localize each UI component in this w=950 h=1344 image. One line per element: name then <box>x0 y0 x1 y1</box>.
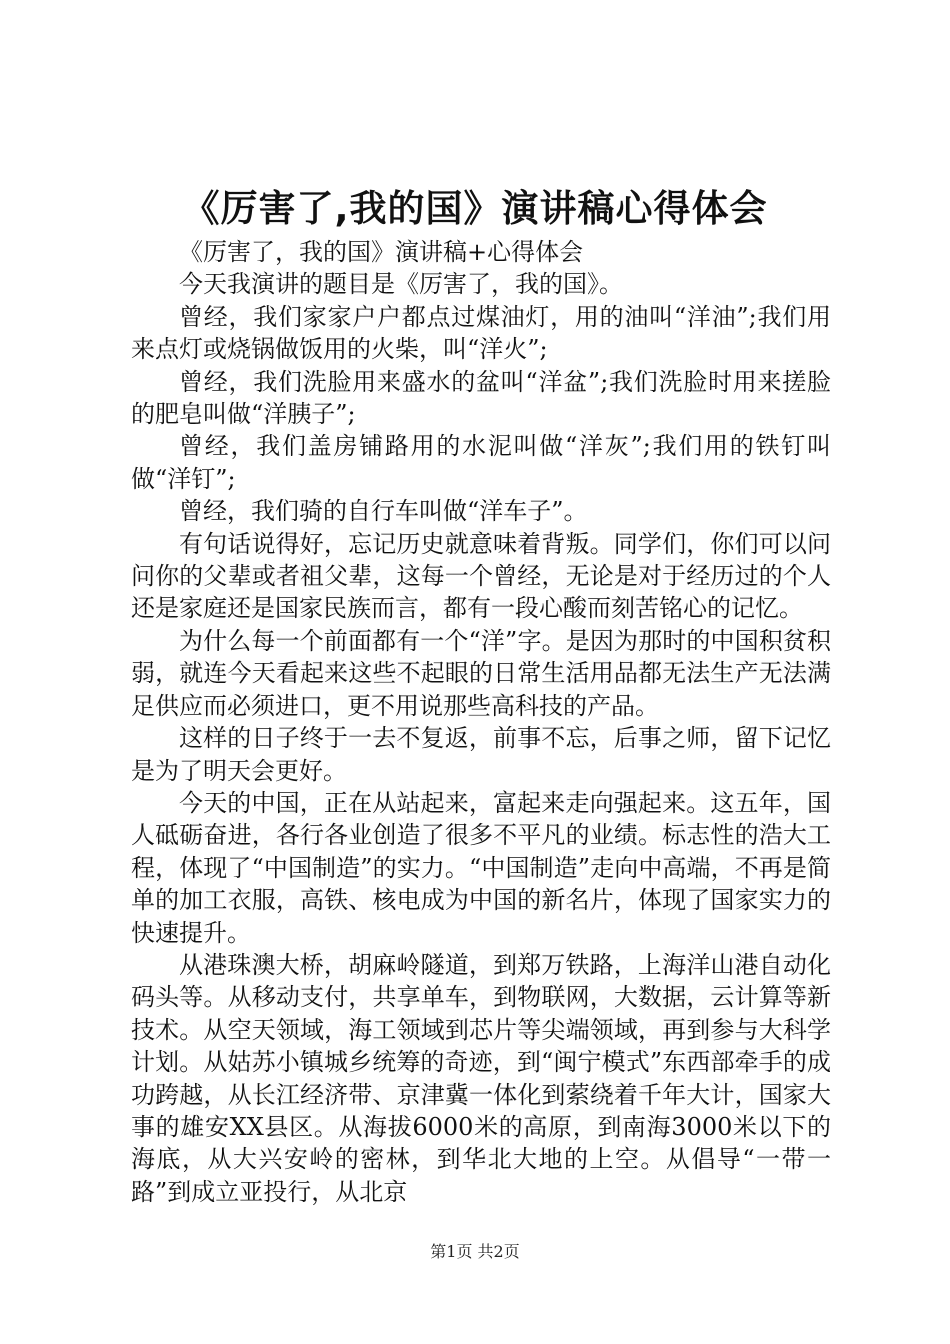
paragraph-kerosene: 曾经，我们家家户户都点过煤油灯，用的油叫“洋油”;我们用来点灯或烧锅做饭用的火柴，叫“洋火”; <box>131 302 831 364</box>
document-body <box>131 236 831 1208</box>
paragraph-basin: 曾经，我们洗脸用来盛水的盆叫“洋盆”;我们洗脸时用来搓脸的肥皂叫做“洋胰子”; <box>131 367 831 429</box>
paragraph-today: 今天的中国，正在从站起来，富起来走向强起来。这五年，国人砥砺奋进，各行各业创造了很多不平凡的业绩。标志性的浩大工程，体现了“中国制造”的实力。“中国制造”走向中高端，不再是简单的加工衣服，高铁、核电成为中国的新名片，体现了国家实力的快速提升。 <box>131 788 831 947</box>
paragraph-intro: 今天我演讲的题目是《厉害了，我的国》。 <box>179 270 623 299</box>
paragraph-memory: 这样的日子终于一去不复返，前事不忘，后事之师，留下记忆是为了明天会更好。 <box>131 724 831 785</box>
page-footer: 第1页 共2页 <box>430 1242 520 1261</box>
paragraph-foreign: 为什么每一个前面都有一个“洋”字。是因为那时的中国积贫积弱，就连今天看起来这些不起眼的日常生活用品都无法生产无法满足供应而必须进口，更不用说那些高科技的产品。 <box>131 626 831 720</box>
paragraph-cement: 曾经，我们盖房铺路用的水泥叫做“洋灰”;我们用的铁钉叫做“洋钉”; <box>131 432 831 493</box>
paragraph-bicycle: 曾经，我们骑的自行车叫做“洋车子”。 <box>179 497 588 526</box>
document-title: 《厉害了,我的国》演讲稿心得体会 <box>182 187 768 230</box>
paragraph-history: 有句话说得好，忘记历史就意味着背叛。同学们，你们可以问问你的父辈或者祖父辈，这每一个曾经，无论是对于经历过的个人还是家庭还是国家民族而言，都有一段心酸而刻苦铭心的记忆。 <box>131 529 831 623</box>
paragraph-achievements: 从港珠澳大桥，胡麻岭隧道，到郑万铁路，上海洋山港自动化码头等。从移动支付，共享单车，到物联网，大数据，云计算等新技术。从空天领域，海工领域到芯片等尖端领域，再到参与大科学计划。从姑苏小镇城乡统筹的奇迹，到“闽宁模式”东西部牵手的成功跨越，从长江经济带、京津冀一体化到萦绕着千年大计，国家大事的雄安XX县区。从海拔6000米的高原，到南海3000米以下的海底，从大兴安岭的密林，到华北大地的上空。从倡导“一带一路”到成立亚投行，从北京 <box>131 950 831 1206</box>
paragraph-subtitle: 《厉害了，我的国》演讲稿+心得体会 <box>179 238 584 266</box>
